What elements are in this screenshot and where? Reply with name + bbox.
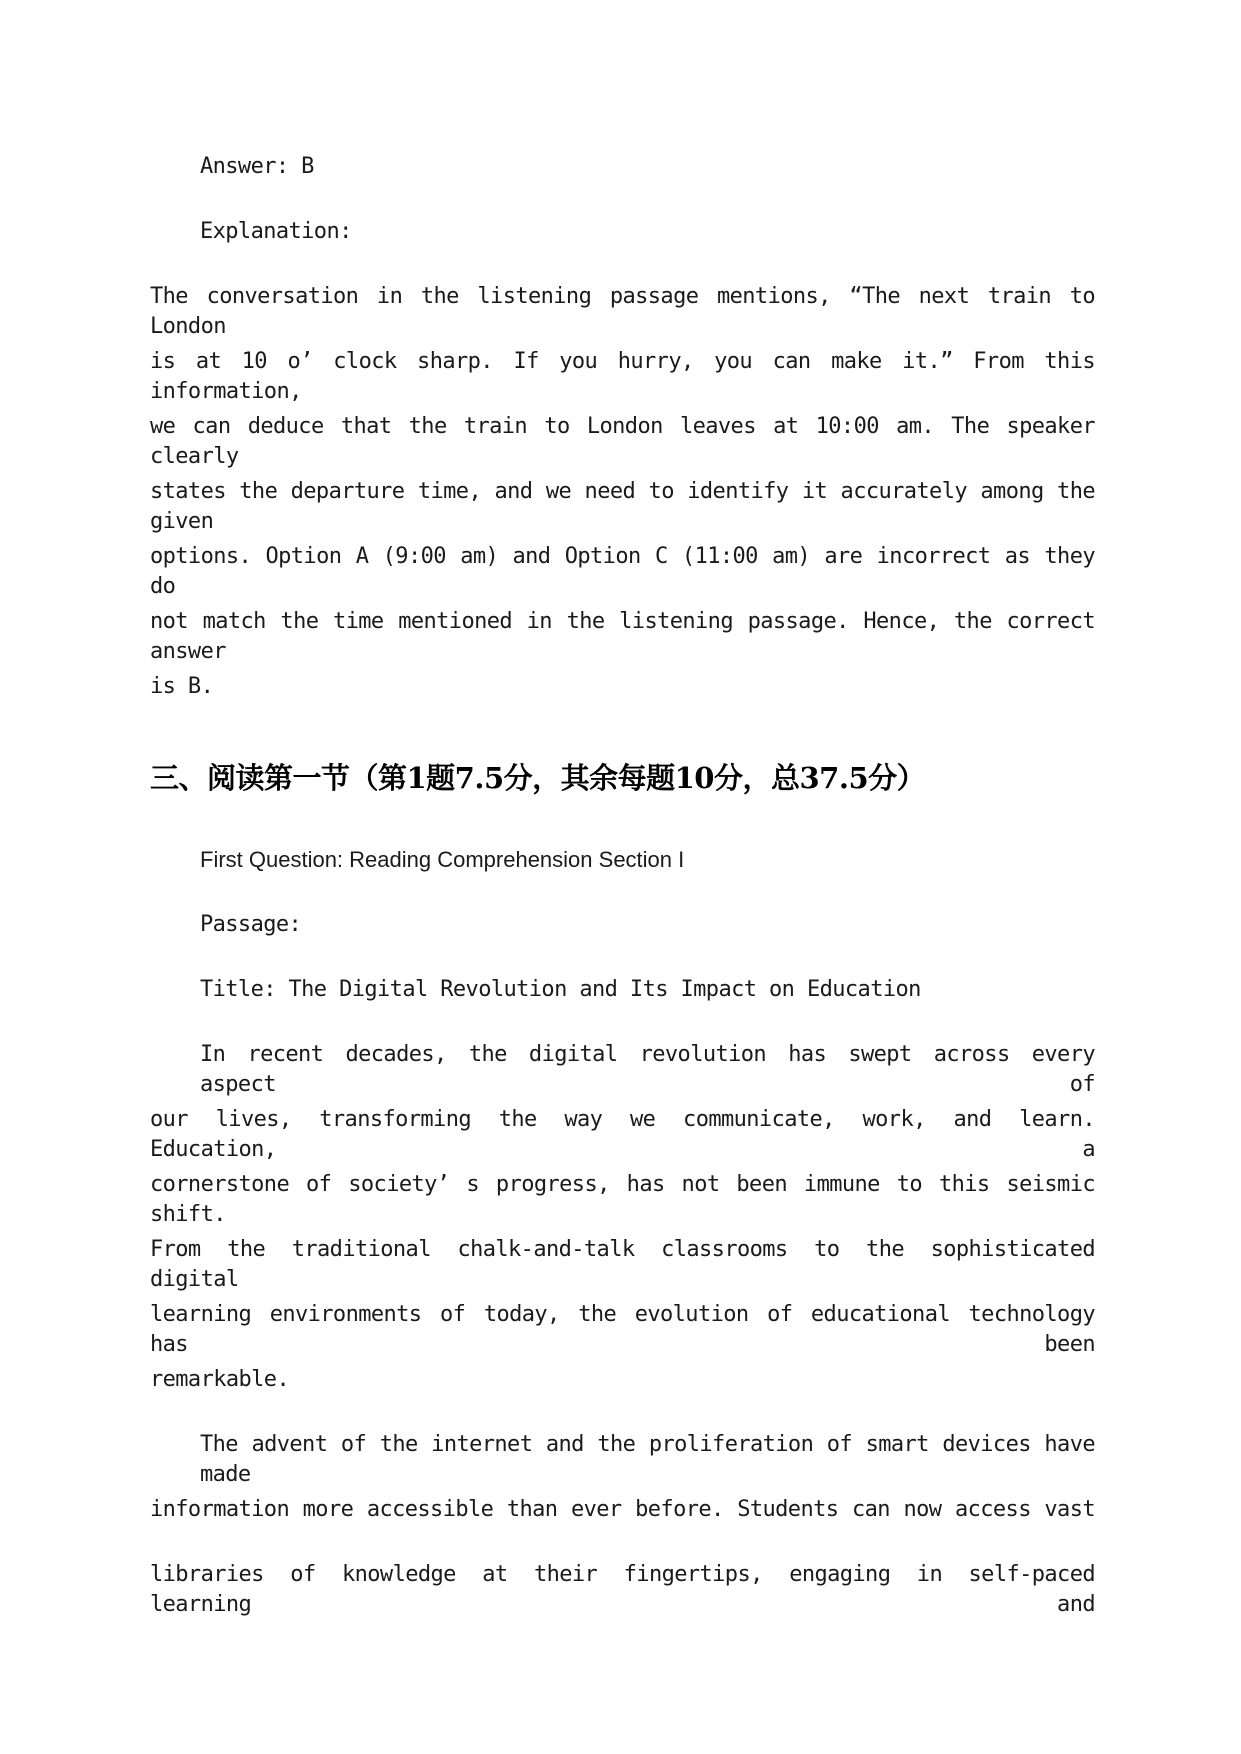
- paragraph-line: libraries of knowledge at their fingertips, engaging in self-paced learning and: [150, 1562, 1095, 1617]
- question-label: First Question: Reading Comprehension Section I: [200, 847, 685, 872]
- explanation-label: Explanation:: [200, 219, 352, 244]
- paragraph-line: our lives, transforming the way we communicate, work, and learn. Education, a: [150, 1107, 1095, 1162]
- explanation-line: states the departure time, and we need to identify it accurately among the given: [150, 479, 1095, 534]
- paragraph-line: In recent decades, the digital revolution has swept across every aspect of: [200, 1042, 1095, 1097]
- explanation-line: is B.: [150, 674, 214, 699]
- paragraph-line: The advent of the internet and the proliferation of smart devices have made: [200, 1432, 1095, 1487]
- paragraph-line: information more accessible than ever before. Students can now access vast: [150, 1497, 1095, 1522]
- explanation-line: not match the time mentioned in the listening passage. Hence, the correct answer: [150, 609, 1095, 664]
- passage-label: Passage:: [200, 912, 302, 937]
- section-heading: 三、阅读第一节（第1题7.5分，其余每题10分，总37.5分）: [150, 761, 926, 795]
- answer-label: Answer: B: [200, 154, 314, 179]
- paragraph-line: cornerstone of society’ s progress, has not been immune to this seismic shift.: [150, 1172, 1095, 1227]
- explanation-line: is at 10 o’ clock sharp. If you hurry, you can make it.” From this information,: [150, 349, 1095, 404]
- paragraph-line: From the traditional chalk-and-talk classrooms to the sophisticated digital: [150, 1237, 1095, 1292]
- paragraph-line: learning environments of today, the evolution of educational technology has been: [150, 1302, 1095, 1357]
- paragraph-line: remarkable.: [150, 1367, 290, 1392]
- explanation-line: options. Option A (9:00 am) and Option C (11:00 am) are incorrect as they do: [150, 544, 1095, 599]
- explanation-line: we can deduce that the train to London leaves at 10:00 am. The speaker clearly: [150, 414, 1095, 469]
- passage-title: Title: The Digital Revolution and Its Impact on Education: [200, 977, 921, 1002]
- explanation-line: The conversation in the listening passage mentions, “The next train to London: [150, 284, 1095, 339]
